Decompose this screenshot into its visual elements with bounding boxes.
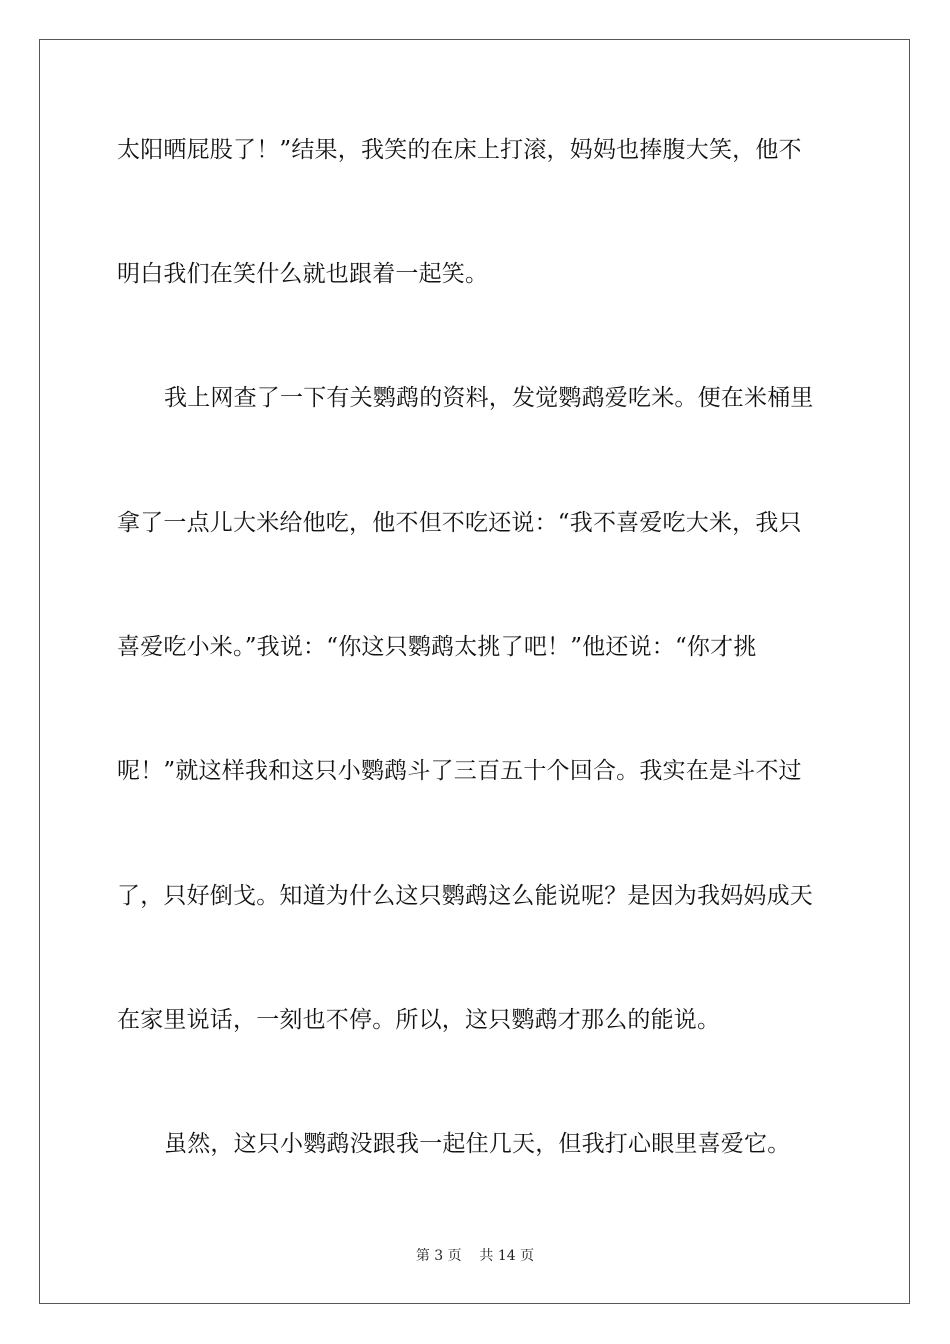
- paragraph-line-9: 虽然，这只小鹦鹉没跟我一起住几天，但我打心眼里喜爱它。: [164, 1131, 791, 1157]
- page-border: [39, 39, 910, 1304]
- paragraph-line-8: 在家里说话，一刻也不停。所以，这只鹦鹉才那么的能说。: [117, 1007, 721, 1033]
- paragraph-line-2: 明白我们在笑什么就也跟着一起笑。: [117, 261, 489, 287]
- paragraph-line-6: 呢！”就这样我和这只小鹦鹉斗了三百五十个回合。我实在是斗不过: [117, 758, 802, 784]
- page-footer: [0, 1246, 950, 1266]
- page-number: 第 3 页 共 14 页: [415, 1248, 535, 1264]
- paragraph-line-3: 我上网查了一下有关鹦鹉的资料，发觉鹦鹉爱吃米。便在米桶里: [164, 385, 814, 411]
- paragraph-line-4: 拿了一点儿大米给他吃，他不但不吃还说：“我不喜爱吃大米，我只: [117, 510, 802, 536]
- paragraph-line-5: 喜爱吃小米。”我说：“你这只鹦鹉太挑了吧！”他还说：“你才挑: [117, 634, 757, 660]
- paragraph-line-1: 太阳晒屁股了！”结果，我笑的在床上打滚，妈妈也捧腹大笑，他不: [117, 137, 802, 163]
- paragraph-line-7: 了，只好倒戈。知道为什么这只鹦鹉这么能说呢？是因为我妈妈成天: [117, 883, 813, 909]
